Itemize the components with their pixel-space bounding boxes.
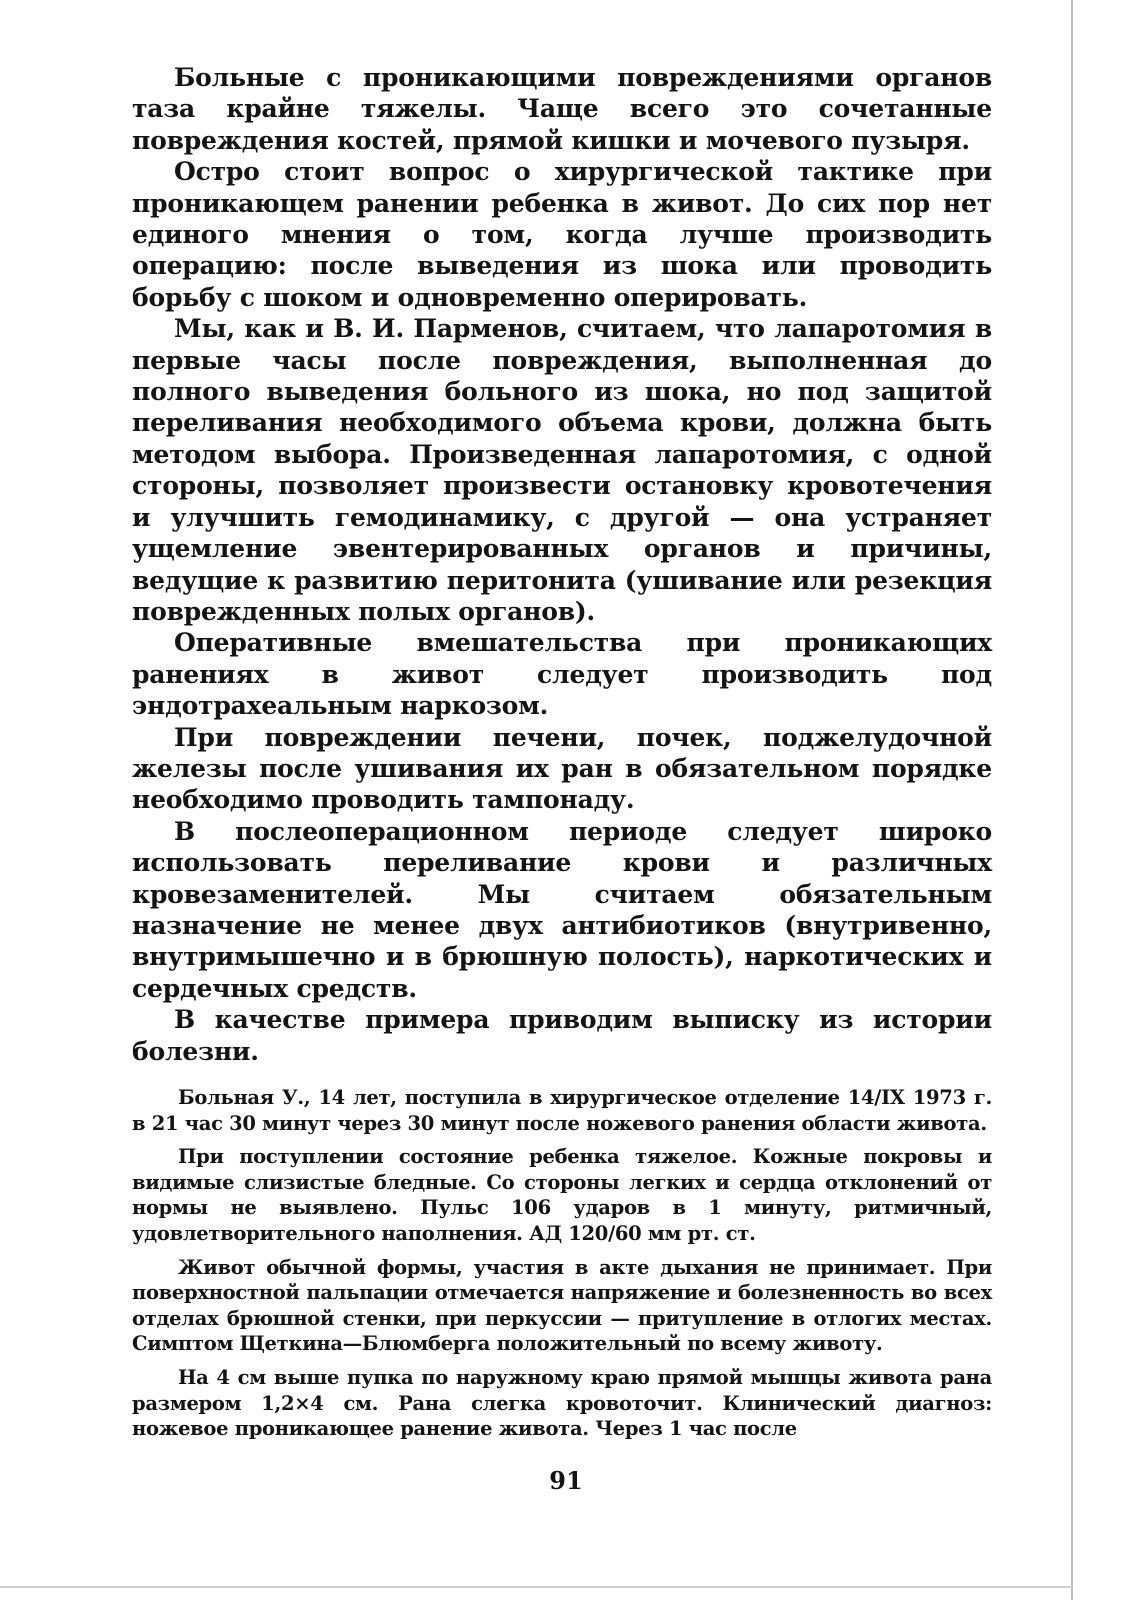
page-edge-right (1071, 0, 1073, 1600)
page-edge-bottom (0, 1586, 1073, 1588)
paragraph: Больные с проникающими повреждениями органов таза крайне тяжелы. Чаще всего это сочетанные повреждения костей, прямой кишки и мочевого пузыря. (132, 63, 992, 155)
case-history-excerpt (132, 1085, 992, 1442)
case-paragraph: При поступлении состояние ребенка тяжелое. Кожные покровы и видимые слизистые бледные. Со стороны легких и сердца отклонений от нормы не выявлено. Пульс 106 ударов в 1 минуту, ритмичный, удовлетворительного наполнения. АД 120/60 мм рт. ст. (132, 1145, 992, 1245)
paragraph: При повреждении печени, почек, поджелудочной железы после ушивания их ран в обязательном порядке необходимо проводить тампонаду. (132, 722, 992, 815)
paragraph: В качестве примера приводим выписку из истории болезни. (132, 1005, 992, 1066)
paragraph: Оперативные вмешательства при проникающих ранениях в живот следует производить под эндотрахеальным наркозом. (132, 628, 992, 721)
page-number: 91 (549, 1466, 583, 1495)
paragraph: В послеоперационном периоде следует широко использовать переливание крови и различных кровезаменителей. Мы считаем обязательным назначение не менее двух антибиотиков (внутривенно, внутримышечно и в брюшную полость), наркотических и сердечных средств. (132, 816, 992, 1003)
main-text (132, 62, 992, 1067)
paragraph: Остро стоит вопрос о хирургической тактике при проникающем ранении ребенка в живот. До сих пор нет единого мнения о том, когда лучше производить операцию: после выведения из шока или проводить борьбу с шоком и одновременно оперировать. (132, 157, 992, 312)
paragraph: Мы, как и В. И. Парменов, считаем, что лапаротомия в первые часы после повреждения, выполненная до полного выведения больного из шока, но под защитой переливания необходимого объема крови, должна быть методом выбора. Произведенная лапаротомия, с одной стороны, позволяет произвести остановку кровотечения и улучшить гемодинамику, с другой — она устраняет ущемление эвентерированных органов и причины, ведущие к развитию перитонита (ушивание или резекция поврежденных полых органов). (132, 314, 992, 626)
case-paragraph: На 4 см выше пупка по наружному краю прямой мышцы живота рана размером 1,2×4 см. Рана слегка кровоточит. Клинический диагноз: ножевое проникающее ранение живота. Через 1 час после (132, 1365, 992, 1441)
case-paragraph: Живот обычной формы, участия в акте дыхания не принимает. При поверхностной пальпации отмечается напряжение и болезненность во всех отделах брюшной стенки, при перкуссии — притупление в отлогих местах. Симптом Щеткина—Блюмберга положительный по всему животу. (132, 1255, 992, 1356)
text-block (132, 62, 992, 1450)
case-paragraph: Больная У., 14 лет, поступила в хирургическое отделение 14/IX 1973 г. в 21 час 30 минут через 30 минут после ножевого ранения области живота. (132, 1086, 992, 1135)
